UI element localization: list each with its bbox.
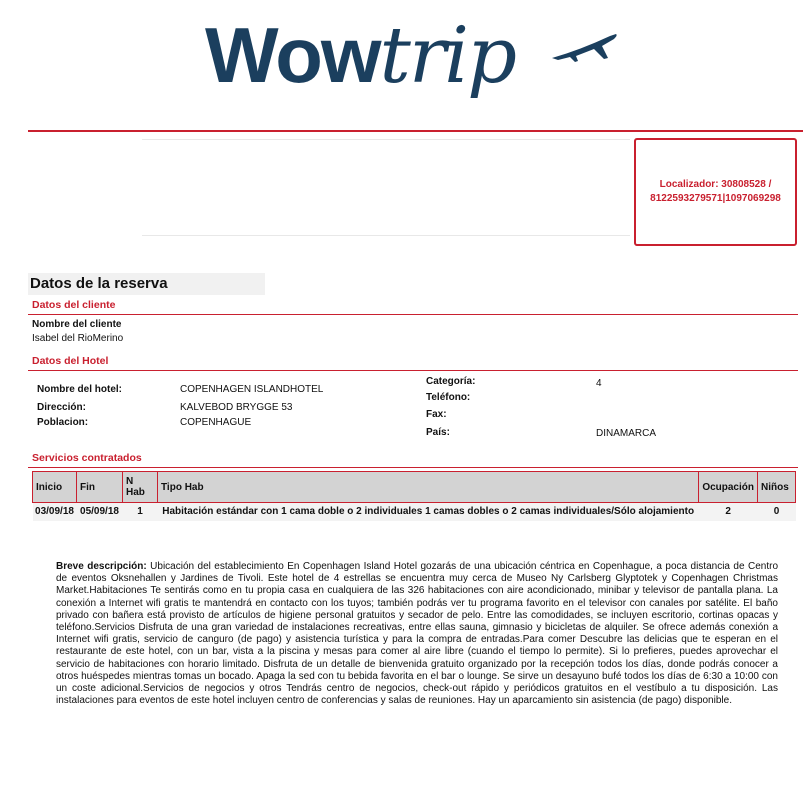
hotel-address-value: KALVEBOD BRYGGE 53 [180,402,293,413]
wowtrip-logo [205,8,605,118]
cell-inicio: 03/09/18 [33,503,77,522]
description-text: Ubicación del establecimiento En Copenhagen Island Hotel gozarás de una ubicación céntrica en Copenhague, a poca distancia de Centro de eventos Oksnehallen y Jardines de Tivoli. Este hotel de 4 estrellas se encuentra muy cerca de Museo Ny Carlsberg Glyptotek y Copenhagen Christmas Market.Habitaciones Te sentirás como en tu propia casa en cualquiera de las 326 habitaciones con aire acondicionado, minibar y televisor de pantalla plana. La conexión a Internet wifi gratis te mantendrá en contacto con los tuyos; también podrás ver tu programa favorito en el televisor con canales por satélite. El baño privado con bañera está provisto de artículos de higiene personal gratuitos y secador de pelo. Entre las comodidades, se incluyen escritorio, cortinas opacas y teléfono.Servicios Disfruta de una gran variedad de instalaciones recreativas, entre ellas sauna, gimnasio y bicicletas de alquiler. Se ofrece además conexión a Internet wifi gratis, servicio de canguro (de pago) y asistencia turística y para la compra de entradas.Para comer Descubre las delicias que te esperan en el restaurante de este hotel, con un bar, vista a la piscina y mesas para comer al aire libre (cuando el tiempo lo permite). Si lo prefieres, puedes aprovechar el servicio de habitaciones con horario limitado. Disfruta de un detalle de bienvenida gratuito organizado por la recepción todos los días, donde podrás conocer a otros huéspedes mientras tomas un bocado. Apaga la sed con tu bebida favorita en el bar o lounge. Se sirve un desayuno bufé todos los días de 6:30 a 10:00 con un coste adicional.Servicios de negocios y otros Tendrás centro de negocios, check-out rápido y periódicos gratuitos en el vestíbulo a tu disposición. Las instalaciones para eventos de este hotel incluyen centro de conferencias y salas de reuniones. Hay un aparcamiento sin asistencia (de pago) disponible. [56,561,779,707]
table-header-row [33,472,796,503]
column-header-inicio: Inicio [33,472,77,503]
hotel-address-label: Dirección: [37,402,86,413]
column-header-n-hab: N Hab [123,472,158,503]
hotel-country-value: DINAMARCA [596,428,657,439]
hotel-phone-label: Teléfono: [426,392,471,403]
cell-fin: 05/09/18 [77,503,123,522]
hotel-description [56,561,778,707]
client-name-label: Nombre del cliente [32,319,122,330]
cell-tipo-hab: Habitación estándar con 1 cama doble o 2 individuales 1 camas dobles o 2 camas individuales/Sólo alojamiento [158,503,699,522]
hotel-fax-label: Fax: [426,409,447,420]
description-label: Breve descripción: [56,561,147,572]
header-divider [28,130,803,132]
hotel-name-value: COPENHAGEN ISLANDHOTEL [180,384,324,395]
services-table [32,471,796,521]
logo-text-wow: Wow [205,11,380,99]
airplane-icon [550,28,620,68]
info-top-line [142,139,630,140]
hotel-city-label: Poblacion: [37,417,89,428]
cell-n-hab: 1 [123,503,158,522]
client-name-value: Isabel del RioMerino [32,333,124,344]
locator-text: Localizador: 30808528 / 8122593279571|1097069298 [650,179,781,204]
locator-box [634,138,797,246]
hotel-name-label: Nombre del hotel: [37,384,123,395]
column-header-ninos: Niños [758,472,796,503]
column-header-ocupacion: Ocupación [699,472,758,503]
services-section-heading: Servicios contratados [32,452,142,464]
info-bottom-line [142,235,630,236]
hotel-country-label: País: [426,427,450,438]
page-title: Datos de la reserva [30,275,168,292]
column-header-tipo-hab: Tipo Hab [158,472,699,503]
logo-text-trip: trip [379,11,516,101]
column-header-fin: Fin [77,472,123,503]
hotel-section-divider [28,370,798,371]
hotel-category-label: Categoría: [426,376,476,387]
cell-ocupacion: 2 [699,503,758,522]
services-section-divider [28,467,798,468]
client-section-heading: Datos del cliente [32,299,116,311]
cell-ninos: 0 [758,503,796,522]
hotel-city-value: COPENHAGUE [180,417,252,428]
client-section-divider [28,314,798,315]
hotel-category-value: 4 [596,378,602,389]
hotel-section-heading: Datos del Hotel [32,355,109,367]
table-row [33,503,796,522]
